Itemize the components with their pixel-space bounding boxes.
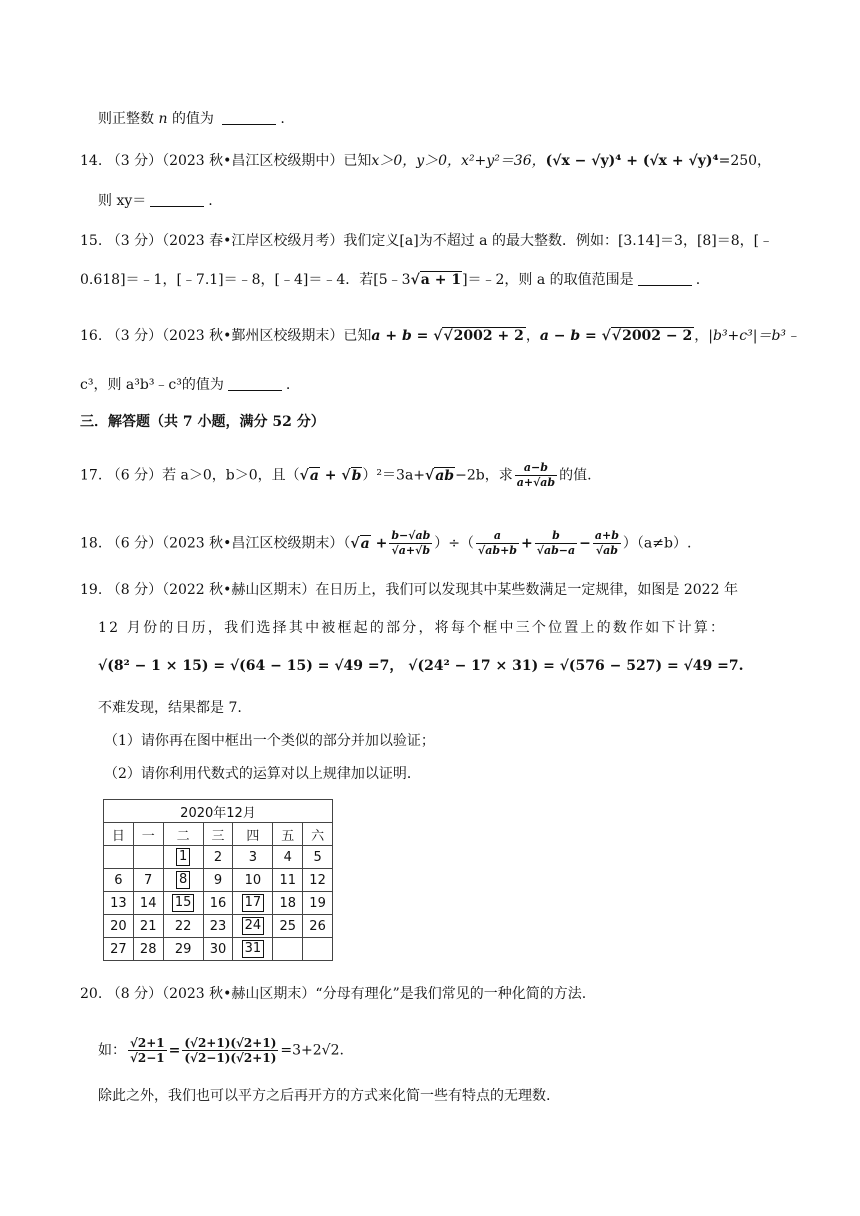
calendar-cell-boxed [233, 915, 273, 938]
q14-text: 已知 [343, 153, 372, 169]
calendar-cell: 29 [163, 938, 203, 961]
calendar-cell: 4 [273, 846, 303, 869]
question-16-line2 [80, 375, 290, 395]
q19-line3: 不难发现，结果都是 7. [98, 700, 242, 716]
calendar-cell: 3 [233, 846, 273, 869]
calendar-cell: 9 [203, 869, 233, 892]
calendar-cell: 7 [133, 869, 163, 892]
question-16: 16. （3 分）（2023 秋•鄞州区校级期末）已知a + b = √√2002 + 2 ，a − b = √√2002 − 2 ，|b³+c³|＝b³﹣ [80, 328, 801, 344]
q17-sqrt-ab: √ab [425, 467, 455, 484]
q18-fraction-4: $\frac{a+b}{√ab}$ [594, 529, 619, 557]
question-20 [80, 984, 586, 1004]
calendar-row [104, 869, 333, 892]
q16-end: . [285, 377, 291, 393]
q16-eq2-radicand: 2002 − 2 [622, 328, 693, 344]
calendar-cell: 27 [104, 938, 134, 961]
intro-end: . [280, 111, 285, 127]
calendar-cell: 5 [303, 846, 333, 869]
calendar-cell: 10 [233, 869, 273, 892]
calendar-cell: 21 [133, 915, 163, 938]
weekday-header: 六 [303, 823, 333, 846]
q16-number: 16. [80, 328, 103, 344]
q14-source: （2023 秋•昌江区校级期中） [162, 153, 344, 169]
q18-mid: ）÷（ [434, 535, 475, 552]
q15-number: 15. [80, 233, 103, 249]
calendar-cell: 28 [133, 938, 163, 961]
q14-expression: (√x − √y)⁴ + (√x + √y)⁴ [545, 153, 719, 169]
calendar-cell-boxed [163, 892, 203, 915]
q19-sub1: （1）请你再在图中框出一个类似的部分并加以验证； [104, 733, 435, 749]
calendar-cell: 2 [203, 846, 233, 869]
q18-source: （2023 秋•昌江区校级期末） [162, 535, 344, 552]
q19-score: （8 分） [106, 582, 163, 598]
calendar-header-row [104, 823, 333, 846]
q17-text: 若 a＞0，b＞0，且（ [162, 467, 300, 484]
q17-number: 17. [80, 467, 103, 484]
calendar-table [103, 799, 333, 961]
q19-source: （2022 秋•赫山区期末） [162, 582, 316, 598]
q18-fraction-3: $\frac{b}{√ab-a}$ [536, 529, 576, 557]
calendar-cell: 30 [203, 938, 233, 961]
calendar-cell: 11 [273, 869, 303, 892]
q15-line2b: ]＝﹣2，则 a 的取值范围是 [462, 272, 634, 288]
q18-open: （ [343, 535, 351, 552]
calendar-cell: 13 [104, 892, 134, 915]
q16-score: （3 分） [106, 328, 163, 344]
q17-mid2: −2b，求 [455, 467, 513, 484]
weekday-header: 二 [163, 823, 203, 846]
q14-answer-blank[interactable] [150, 192, 204, 207]
q16-eq1-radical: √√2002 + 2 [433, 328, 524, 344]
q20-result: =3+2√2. [280, 1042, 344, 1059]
boxed-day: 15 [172, 894, 195, 912]
calendar-row [104, 846, 333, 869]
q18-fraction-1: $\frac{b-√ab}{√a+√b}$ [391, 529, 431, 557]
boxed-day: 17 [242, 894, 265, 912]
q19-line2: 12 月份的日历，我们选择其中被框起的部分，将每个框中三个位置上的数作如下计算： [98, 620, 727, 636]
q20-example-prefix: 如： [98, 1042, 126, 1059]
weekday-header: 日 [104, 823, 134, 846]
calendar-cell [303, 938, 333, 961]
q18-number: 18. [80, 535, 103, 552]
q17-score: （6 分） [106, 467, 163, 484]
calendar-cell-boxed [163, 846, 203, 869]
calendar-cell [104, 846, 134, 869]
calendar-cell-boxed [233, 892, 273, 915]
intro-line [98, 109, 285, 129]
calendar-row [104, 892, 333, 915]
q20-line3: 除此之外，我们也可以平方之后再开方的方式来化简一些有特点的无理数. [98, 1088, 551, 1104]
boxed-day: 1 [176, 848, 190, 866]
q17-mid: ）²＝3a+ [362, 467, 426, 484]
q15-answer-blank[interactable] [638, 271, 692, 286]
calendar-cell: 23 [203, 915, 233, 938]
q14-end: . [208, 193, 213, 209]
q20-text: “分母有理化”是我们常见的一种化简的方法. [315, 986, 587, 1002]
q20-number: 20. [80, 986, 103, 1002]
q15-score: （3 分） [106, 233, 163, 249]
q19-calculations [98, 656, 744, 676]
q15-radicand: a + 1 [420, 272, 462, 288]
q16-line2: c³，则 a³b³﹣c³的值为 [80, 377, 224, 393]
q16-answer-blank[interactable] [228, 376, 282, 391]
question-15-line2 [80, 270, 700, 290]
q16-eq1-radicand: 2002 + 2 [453, 328, 524, 344]
q15-end: . [695, 272, 701, 288]
calendar-cell-boxed [163, 869, 203, 892]
calendar-cell: 14 [133, 892, 163, 915]
question-14-ask [98, 191, 213, 211]
q14-expression-value: =250， [718, 153, 772, 169]
q20-fraction-2: $\frac{(√2+1)(√2+1)}{(√2-1)(√2+1)}$ [184, 1036, 277, 1065]
question-17 [80, 461, 592, 490]
q16-eq2-lhs: a − b = [539, 328, 602, 344]
q14-score: （3 分） [106, 153, 163, 169]
q14-ask: 则 xy＝ [98, 193, 147, 209]
question-19 [80, 580, 738, 600]
calendar-row [104, 938, 333, 961]
intro-prefix: 则正整数 [98, 111, 154, 127]
calendar-title: 2020年12月 [104, 800, 333, 823]
answer-blank[interactable] [222, 110, 276, 125]
weekday-header: 五 [273, 823, 303, 846]
calendar-cell: 22 [163, 915, 203, 938]
q18-close: ）（a≠b）. [622, 535, 692, 552]
q18-score: （6 分） [106, 535, 163, 552]
q20-source: （2023 秋•赫山区期末） [162, 986, 316, 1002]
q17-sqrt-a: √a + √b [299, 467, 362, 484]
q15-line1: 我们定义[a]为不超过 a 的最大整数．例如：[3.14]＝3，[8]＝8，[﹣ [343, 233, 774, 249]
q20-example: 如： $\frac{√2+1}{√2-1}$ = $\frac{(√2+1)(√2+1)}{(√2-1)(√2+1)}$ =3+2√2. [98, 1036, 344, 1065]
weekday-header: 一 [133, 823, 163, 846]
calendar-cell: 16 [203, 892, 233, 915]
q17-end: 的值. [559, 467, 592, 484]
q16-eq1-lhs: a + b = [371, 328, 434, 344]
boxed-day: 8 [176, 871, 190, 889]
q19-calc2: √(24² − 17 × 31) = √(576 − 527) = √49 =7. [408, 658, 744, 674]
calendar-cell [133, 846, 163, 869]
q20-score: （8 分） [106, 986, 163, 1002]
q19-calc1: √(8² − 1 × 15) = √(64 − 15) = √49 =7， [98, 658, 404, 674]
q14-cond1: x＞0，y＞0， [371, 153, 462, 169]
calendar-cell-boxed [233, 938, 273, 961]
q16-condition: |b³+c³|＝b³﹣ [708, 328, 801, 344]
calendar-cell: 26 [303, 915, 333, 938]
weekday-header: 四 [233, 823, 273, 846]
q19-sub2: （2）请你利用代数式的运算对以上规律加以证明． [104, 766, 421, 782]
q15-radical: √a + 1 [410, 272, 462, 288]
boxed-day: 31 [242, 940, 265, 958]
calendar-cell: 25 [273, 915, 303, 938]
calendar-cell: 6 [104, 869, 134, 892]
calendar-cell: 19 [303, 892, 333, 915]
q15-line2a: 0.618]＝﹣1，[﹣7.1]＝﹣8，[﹣4]＝﹣4．若[5﹣3 [80, 272, 411, 288]
calendar-cell: 18 [273, 892, 303, 915]
calendar-cell [273, 938, 303, 961]
calendar-cell: 20 [104, 915, 134, 938]
weekday-header: 三 [203, 823, 233, 846]
question-14 [80, 151, 771, 171]
q14-number: 14. [80, 153, 103, 169]
q18-fraction-2: $\frac{a}{√ab+b}$ [478, 529, 517, 557]
q19-number: 19. [80, 582, 103, 598]
q20-fraction-1: $\frac{√2+1}{√2-1}$ [130, 1036, 165, 1065]
question-15 [80, 231, 773, 251]
boxed-day: 24 [242, 917, 265, 935]
q18-sqrt-a: √a + [350, 535, 388, 552]
q15-source: （2023 春•江岸区校级月考） [162, 233, 344, 249]
q16-source: （2023 秋•鄞州区校级期末） [162, 328, 344, 344]
q16-eq2-radical: √√2002 − 2 [601, 328, 693, 344]
q16-text: 已知 [343, 328, 372, 344]
intro-middle: 的值为 [171, 111, 214, 127]
calendar-cell: 12 [303, 869, 333, 892]
question-18: 18. （6 分）（2023 秋•昌江区校级期末）（√a + $\frac{b-√ab}{√a+√b}$ ）÷（ $\frac{a}{√ab+b}$ + $\frac{b}{√ab-a}$ − $\frac{a+b}{√ab}$ ）（a≠b）. [80, 529, 692, 557]
q19-line1: 在日历上，我们可以发现其中某些数满足一定规律，如图是 2022 年 [315, 582, 738, 598]
section-heading: 三．解答题（共 7 小题，满分 52 分） [80, 414, 325, 430]
calendar-row [104, 915, 333, 938]
q17-fraction: $\frac{a-b}{a+√ab}$ [516, 461, 556, 489]
q14-cond2: x²+y²＝36， [461, 153, 546, 169]
var-n: n [158, 111, 168, 127]
